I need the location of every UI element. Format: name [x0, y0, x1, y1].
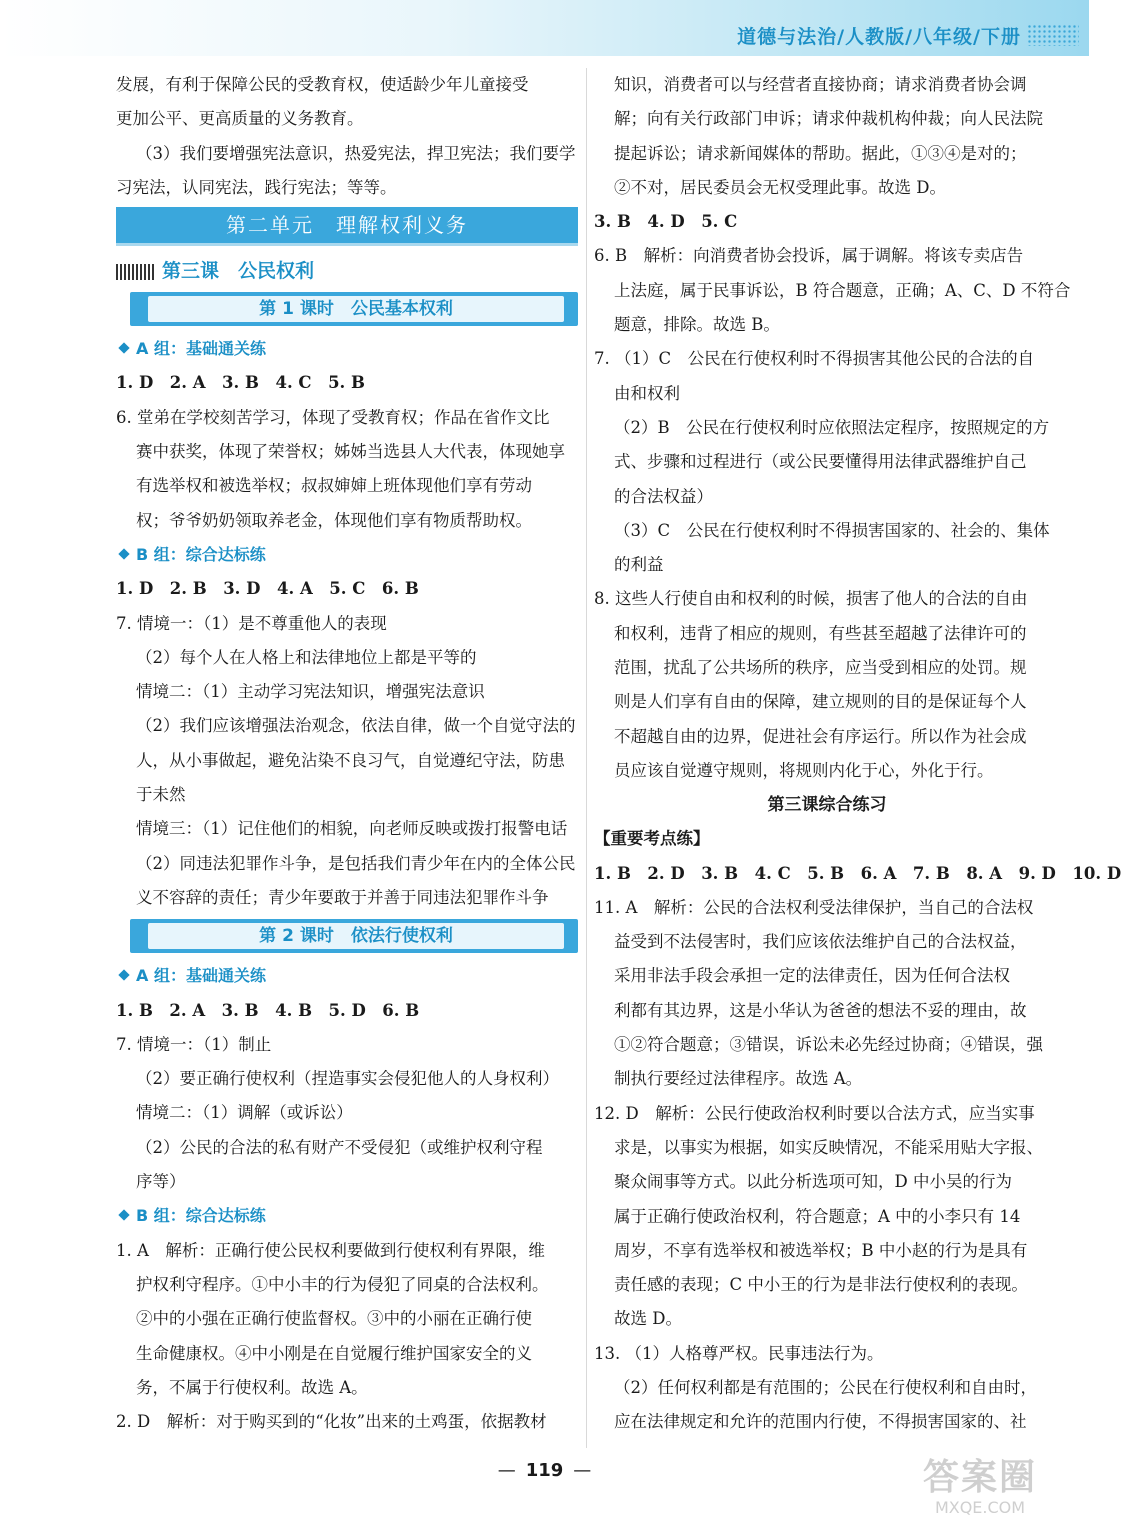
period-ribbon-1	[130, 292, 578, 326]
answer-line: 7. （1）C 公民在行使权利时不得损害其他公民的合法的自	[594, 349, 1035, 369]
answer-line: 属于正确行使政治权利，符合题意；A 中的小李只有 14	[614, 1206, 1021, 1226]
answer-line: 责任感的表现；C 中小王的行为是非法行使权利的表现。	[614, 1275, 1028, 1295]
answer-line: 式、步骤和过程进行（或公民要懂得用法律武器维护自己	[614, 452, 1027, 472]
text-line: 更加公平、更高质量的义务教育。	[116, 109, 364, 129]
answer-line: 13. （1）人格尊严权。民事违法行为。	[594, 1343, 884, 1363]
group-heading: A 组：基础通关练	[116, 332, 578, 366]
answer-line: 有选举权和被选举权；叔叔婶婶上班体现他们享有劳动	[136, 476, 532, 496]
group-heading: B 组：综合达标练	[116, 1199, 578, 1233]
header-title: 道德与法治/人教版/八年级/下册	[737, 26, 1021, 48]
answer-line: （2）公民的合法的私有财产不受侵犯（或维护权利守程	[136, 1137, 543, 1157]
answer-line: 情境二：（1）主动学习宪法知识，增强宪法意识	[136, 682, 485, 702]
answer-line: 聚众闹事等方式。以此分析选项可知，D 中小吴的行为	[614, 1172, 1012, 1192]
answer-line: 1. B 2. D 3. B 4. C 5. B 6. A 7. B 8. A 9. D 10. D	[594, 863, 1121, 883]
answer-line: 益受到不法侵害时，我们应该依法维护自己的合法权益，	[614, 932, 1027, 952]
answer-line: 范围，扰乱了公共场所的秩序，应当受到相应的处罚。规	[614, 658, 1027, 678]
period-title: 第 1 课时 公民基本权利	[148, 296, 564, 322]
stripes-icon	[116, 264, 156, 280]
answer-line: 赛中获奖，体现了荣誉权；姊姊当选县人大代表，体现她享	[136, 442, 565, 462]
answer-line: 1. D 2. A 3. B 4. C 5. B	[116, 373, 365, 393]
answer-line: 情境三：（1）记住他们的相貌，向老师反映或拨打报警电话	[136, 819, 568, 839]
answer-line: 周岁，不享有选举权和被选举权；B 中小赵的行为是具有	[614, 1240, 1028, 1260]
answer-line: 的利益	[614, 555, 664, 575]
diamond-icon	[118, 970, 129, 981]
answer-line: 3. B 4. D 5. C	[594, 212, 738, 232]
answer-line: 利都有其边界，这是小华认为爸爸的想法不妥的理由，故	[614, 1000, 1027, 1020]
answer-line: 提起诉讼；请求新闻媒体的帮助。据此，①③④是对的；	[614, 143, 1027, 163]
answer-line: （2）要正确行使权利（捏造事实会侵犯他人的人身权利）	[136, 1069, 559, 1089]
text-line: 发展，有利于保障公民的受教育权，使适龄少年儿童接受	[116, 75, 529, 94]
answer-line: 7. 情境一：（1）制止	[116, 1034, 272, 1054]
answer-line: 的合法权益）	[614, 486, 713, 506]
section-heading: 第三课综合练习	[767, 795, 887, 816]
diamond-icon	[118, 343, 129, 354]
answer-line: 务，不属于行使权利。故选 A。	[136, 1377, 368, 1397]
answer-line: 护权利守程序。①中小丰的行为侵犯了同桌的合法权利。	[136, 1274, 549, 1294]
answer-line: （2）B 公民在行使权利时应依照法定程序，按照规定的方	[614, 417, 1050, 437]
answer-line: 知识，消费者可以与经营者直接协商；请求消费者协会调	[614, 75, 1027, 94]
answer-line: ①②符合题意；③错误，诉讼未必先经过协商；④错误，强	[614, 1035, 1043, 1055]
text-line: 习宪法，认同宪法，践行宪法；等等。	[116, 177, 397, 197]
answer-line: 故选 D。	[614, 1309, 682, 1329]
answer-line: ②不对，居民委员会无权受理此事。故选 D。	[614, 177, 946, 197]
answer-line: 人，从小事做起，避免沾染不良习气，自觉遵纪守法，防患	[136, 750, 565, 770]
answer-line: （2）任何权利都是有范围的；公民在行使权利和自由时，	[614, 1377, 1037, 1397]
answer-line: 6. 堂弟在学校刻苦学习，体现了受教育权；作品在省作文比	[116, 407, 550, 427]
column-divider	[586, 68, 587, 1448]
answer-line: 上法庭，属于民事诉讼，B 符合题意，正确；A、C、D 不符合	[614, 280, 1071, 300]
answer-line: 题意，排除。故选 B。	[614, 315, 780, 335]
lesson-heading	[116, 254, 578, 288]
answer-line: 8. 这些人行使自由和权利的时候，损害了他人的合法的自由	[594, 589, 1028, 609]
period-ribbon-2	[130, 919, 578, 953]
answer-line: 1. A 解析：正确行使公民权利要做到行使权利有界限，维	[116, 1240, 545, 1260]
answer-line: 解；向有关行政部门申诉；请求仲裁机构仲裁；向人民法院	[614, 109, 1043, 129]
answer-line: 6. B 解析：向消费者协会投诉，属于调解。将该专卖店告	[594, 246, 1024, 266]
group-heading: B 组：综合达标练	[116, 538, 578, 572]
answer-line: 1. B 2. A 3. B 4. B 5. D 6. B	[116, 1000, 420, 1020]
answer-line: 11. A 解析：公民的合法权利受法律保护，当自己的合法权	[594, 897, 1034, 917]
text-line: （3）我们要增强宪法意识，热爱宪法，捍卫宪法；我们要学	[136, 143, 576, 163]
answer-line: 由和权利	[614, 383, 680, 403]
left-column	[116, 68, 578, 1439]
header-dots-decoration	[1027, 24, 1079, 46]
answer-line: 于未然	[136, 785, 186, 805]
answer-line: 1. D 2. B 3. D 4. A 5. C 6. B	[116, 579, 419, 599]
answer-line: 12. D 解析：公民行使政治权利时要以合法方式，应当实事	[594, 1103, 1035, 1123]
answer-line: 不超越自由的边界，促进社会有序运行。所以作为社会成	[614, 726, 1027, 746]
answer-line: 2. D 解析：对于购买到的“化妆”出来的土鸡蛋，依据教材	[116, 1412, 547, 1432]
period-title: 第 2 课时 依法行使权利	[148, 923, 564, 949]
answer-line: （3）C 公民在行使权利时不得损害国家的、社会的、集体	[614, 520, 1050, 540]
diamond-icon	[118, 1210, 129, 1221]
answer-line: 应在法律规定和允许的范围内行使，不得损害国家的、社	[614, 1412, 1027, 1432]
answer-line: 采用非法手段会承担一定的法律责任，因为任何合法权	[614, 966, 1010, 986]
answer-line: 制执行要经过法律程序。故选 A。	[614, 1069, 863, 1089]
answer-line: ②中的小强在正确行使监督权。③中的小丽在正确行使	[136, 1309, 532, 1329]
diamond-icon	[118, 548, 129, 559]
answer-line: 7. 情境一：（1）是不尊重他人的表现	[116, 613, 387, 633]
answer-line: 义不容辞的责任；青少年要敢于并善于同违法犯罪作斗争	[136, 887, 549, 907]
answer-line: 生命健康权。④中小刚是在自觉履行维护国家安全的义	[136, 1343, 532, 1363]
unit-banner: 第二单元 理解权利义务	[116, 207, 578, 246]
answer-line: 和权利，违背了相应的规则，有些甚至超越了法律许可的	[614, 623, 1027, 643]
answer-line: 员应该自觉遵守规则，将规则内化于心，外化于行。	[614, 760, 994, 780]
answer-line: （2）我们应该增强法治观念，依法自律，做一个自觉守法的	[136, 716, 576, 736]
lesson-title: 第三课 公民权利	[162, 260, 315, 283]
answer-line: （2）每个人在人格上和法律地位上都是平等的	[136, 647, 477, 667]
subsection-heading: 【重要考点练】	[594, 829, 710, 849]
right-column	[594, 68, 1121, 1440]
answer-line: 情境二：（1）调解（或诉讼）	[136, 1103, 353, 1123]
answer-line: 求是，以事实为根据，如实反映情况，不能采用贴大字报、	[614, 1137, 1043, 1157]
group-heading: A 组：基础通关练	[116, 959, 578, 993]
answer-line: （2）同违法犯罪作斗争，是包括我们青少年在内的全体公民	[136, 853, 576, 873]
answer-line: 则是人们享有自由的保障，建立规则的目的是保证每个人	[614, 692, 1027, 712]
answer-line: 权；爷爷奶奶领取养老金，体现他们享有物质帮助权。	[136, 510, 532, 530]
page-number: — 119 —	[497, 1460, 592, 1481]
answer-line: 序等）	[136, 1172, 186, 1192]
watermark-logo: 答案圈 MXQE.COM	[922, 1457, 1037, 1517]
